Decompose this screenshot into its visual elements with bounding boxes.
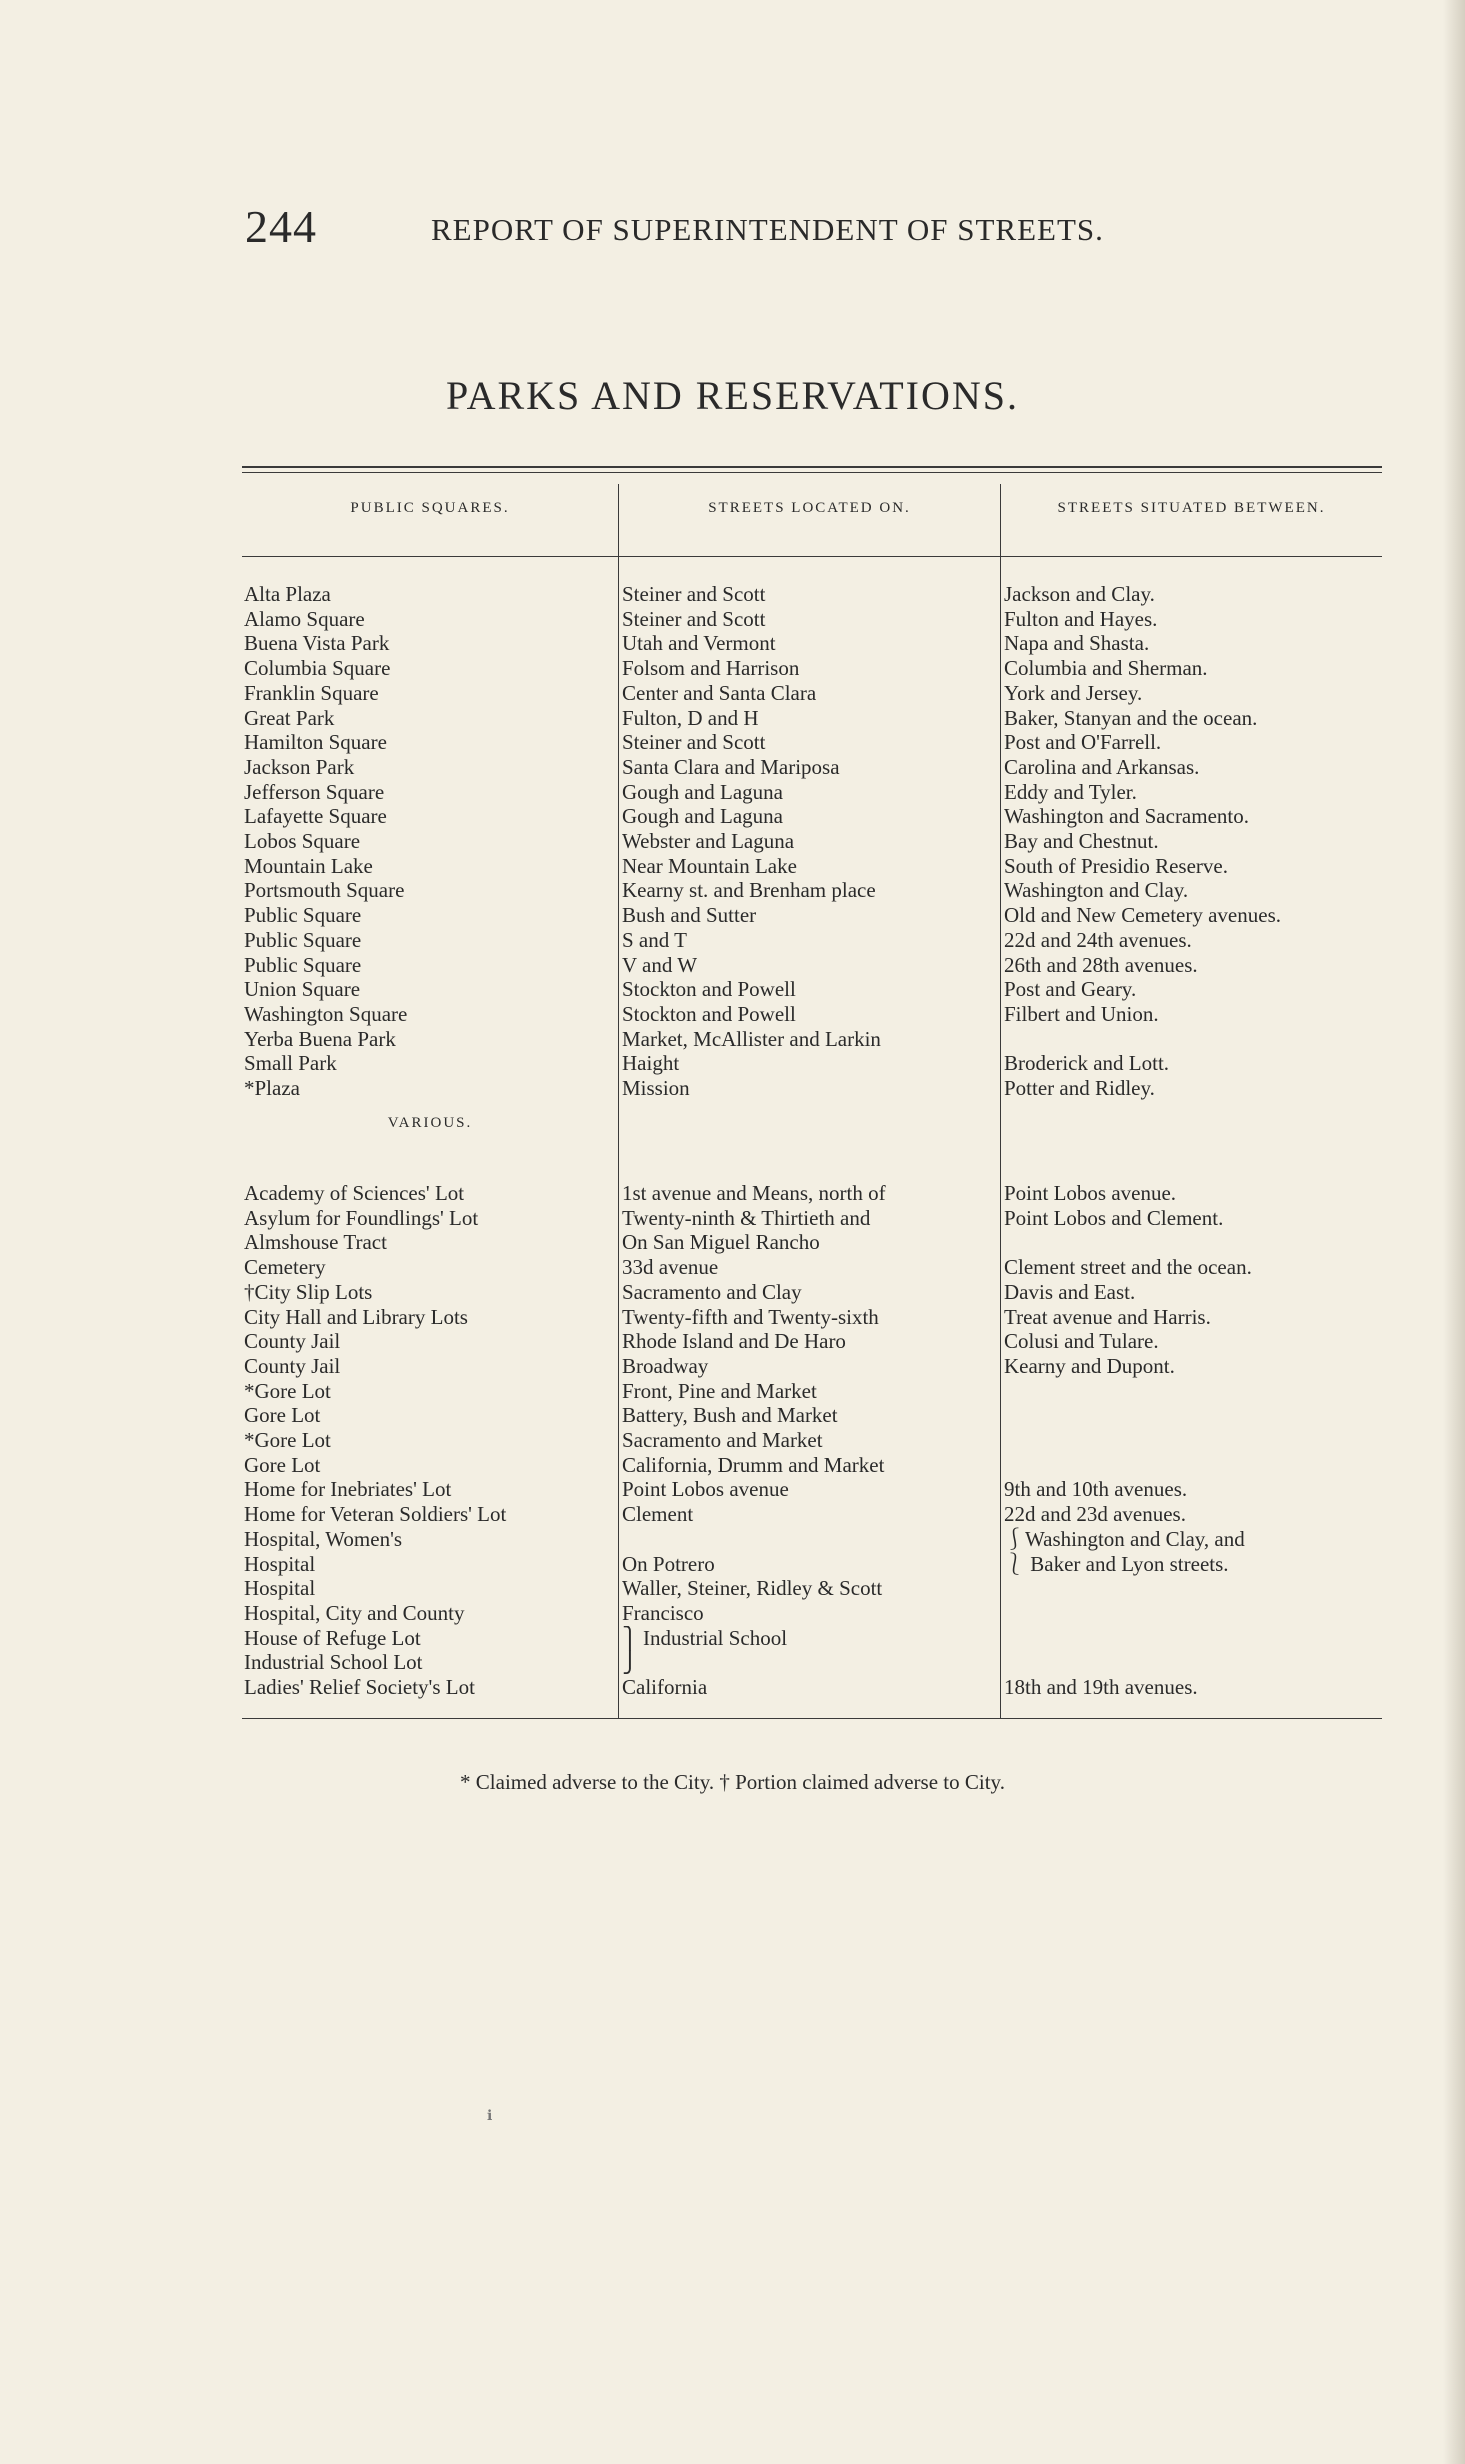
bottom-rule xyxy=(242,1718,1382,1719)
situated-between-cell: Potter and Ridley. xyxy=(1004,1076,1155,1100)
located-on-cell: Near Mountain Lake xyxy=(622,853,797,878)
table-row xyxy=(242,1428,1382,1453)
located-on-cell: S and T xyxy=(622,927,687,952)
table-row xyxy=(242,854,1382,879)
table-row xyxy=(242,1255,1382,1280)
top-rule-thin xyxy=(242,472,1382,473)
square-name-cell: Cemetery xyxy=(244,1255,326,1280)
square-name-cell: Gore Lot xyxy=(244,1452,321,1477)
square-name-cell: Public Square xyxy=(244,952,362,977)
square-name-cell: Portsmouth Square xyxy=(244,878,405,903)
situated-between-cell: Filbert and Union. xyxy=(1004,1001,1159,1026)
various-subheading: VARIOUS. xyxy=(387,1115,473,1131)
situated-between-cell: Post and Geary. xyxy=(1004,977,1137,1002)
located-on-cell: Bush and Sutter xyxy=(622,903,757,928)
square-name-cell: Academy of Sciences' Lot xyxy=(244,1181,465,1205)
table-row xyxy=(242,953,1382,978)
located-on-cell: 33d avenue xyxy=(622,1255,719,1280)
situated-between-cell: Post and O'Farrell. xyxy=(1004,730,1162,755)
running-title: REPORT OF SUPERINTENDENT OF STREETS. xyxy=(431,212,1104,247)
located-on-cell: Kearny st. and Brenham place xyxy=(622,878,876,903)
located-on-cell: Point Lobos avenue xyxy=(622,1477,789,1502)
square-name-cell: Hospital, Women's xyxy=(244,1526,403,1551)
situated-between-cell: Colusi and Tulare. xyxy=(1004,1329,1159,1354)
situated-between-cell: Washington and Sacramento. xyxy=(1004,804,1249,829)
table-row xyxy=(242,1453,1382,1478)
situated-between-cell: Columbia and Sherman. xyxy=(1004,656,1208,681)
situated-between-cell: Treat avenue and Harris. xyxy=(1004,1304,1211,1329)
square-name-cell: County Jail xyxy=(244,1353,341,1378)
situated-between-cell: York and Jersey. xyxy=(1004,680,1143,705)
top-rule-thick xyxy=(242,466,1382,468)
page-number: 244 xyxy=(245,201,317,252)
table-row xyxy=(242,755,1382,780)
square-name-cell: Public Square xyxy=(244,927,362,952)
located-on-cell: Broadway xyxy=(622,1353,709,1378)
table-row xyxy=(242,1650,1382,1675)
table-row xyxy=(242,631,1382,656)
located-on-cell: ⎫ Industrial School xyxy=(622,1625,788,1650)
table-row xyxy=(242,829,1382,854)
located-on-cell: Gough and Laguna xyxy=(622,804,783,829)
table-row xyxy=(242,1280,1382,1305)
square-name-cell: County Jail xyxy=(244,1329,341,1354)
square-name-cell: Hospital xyxy=(244,1576,316,1601)
column-header-public-squares: PUBLIC SQUARES. xyxy=(350,500,510,516)
square-name-cell: Hospital, City and County xyxy=(244,1600,465,1625)
located-on-cell: Twenty-fifth and Twenty-sixth xyxy=(622,1304,879,1329)
table-row xyxy=(242,1527,1382,1552)
situated-between-cell: Washington and Clay. xyxy=(1004,878,1189,903)
table-row xyxy=(242,1181,1382,1206)
section-title: PARKS AND RESERVATIONS. xyxy=(446,373,1019,418)
located-on-cell: Mission xyxy=(622,1076,690,1100)
table-row xyxy=(242,1002,1382,1027)
square-name-cell: *Gore Lot xyxy=(244,1428,331,1452)
table-row xyxy=(242,1076,1382,1101)
situated-between-cell: South of Presidio Reserve. xyxy=(1004,853,1228,878)
located-on-cell: Twenty-ninth & Thirtieth and xyxy=(622,1205,871,1230)
square-name-cell: Union Square xyxy=(244,977,361,1002)
located-on-cell: Francisco xyxy=(622,1600,704,1625)
located-on-cell: Gough and Laguna xyxy=(622,779,783,804)
located-on-cell: Steiner and Scott xyxy=(622,582,766,606)
column-header-streets-situated-between: STREETS SITUATED BETWEEN. xyxy=(1057,500,1326,516)
table-row xyxy=(242,878,1382,903)
situated-between-cell: Kearny and Dupont. xyxy=(1004,1353,1175,1378)
square-name-cell: †City Slip Lots xyxy=(244,1279,373,1304)
square-name-cell: Almshouse Tract xyxy=(244,1230,387,1255)
located-on-cell: Center and Santa Clara xyxy=(622,680,817,705)
square-name-cell: Home for Veteran Soldiers' Lot xyxy=(244,1502,507,1527)
square-name-cell: City Hall and Library Lots xyxy=(244,1304,468,1329)
located-on-cell: ⎭ xyxy=(622,1650,638,1675)
located-on-cell: Rhode Island and De Haro xyxy=(622,1329,846,1354)
square-name-cell: Great Park xyxy=(244,705,335,730)
located-on-cell: Sacramento and Clay xyxy=(622,1279,802,1304)
situated-between-cell: Fulton and Hayes. xyxy=(1004,606,1158,631)
square-name-cell: Asylum for Foundlings' Lot xyxy=(244,1205,479,1230)
situated-between-cell: Old and New Cemetery avenues. xyxy=(1004,903,1281,928)
situated-between-cell: Eddy and Tyler. xyxy=(1004,779,1137,804)
square-name-cell: Yerba Buena Park xyxy=(244,1026,396,1051)
situated-between-cell: Point Lobos and Clement. xyxy=(1004,1205,1224,1230)
situated-between-cell: Napa and Shasta. xyxy=(1004,631,1150,656)
table-row xyxy=(242,1552,1382,1577)
located-on-cell: Stockton and Powell xyxy=(622,977,796,1002)
table-row xyxy=(242,1576,1382,1601)
located-on-cell: Waller, Steiner, Ridley & Scott xyxy=(622,1576,883,1601)
square-name-cell: Alamo Square xyxy=(244,606,365,631)
table-row xyxy=(242,1329,1382,1354)
table-row xyxy=(242,730,1382,755)
table-row xyxy=(242,1379,1382,1404)
situated-between-cell: ⎰Washington and Clay, and xyxy=(1004,1526,1245,1551)
located-on-cell: Santa Clara and Mariposa xyxy=(622,754,840,779)
square-name-cell: Washington Square xyxy=(244,1001,408,1026)
located-on-cell: Stockton and Powell xyxy=(622,1001,796,1026)
square-name-cell: Buena Vista Park xyxy=(244,631,390,656)
page-header xyxy=(245,200,1205,260)
table-row xyxy=(242,780,1382,805)
table-row xyxy=(242,1354,1382,1379)
situated-between-cell: 26th and 28th avenues. xyxy=(1004,952,1198,977)
column-header-streets-located-on: STREETS LOCATED ON. xyxy=(708,500,911,516)
situated-between-cell: 22d and 24th avenues. xyxy=(1004,927,1192,952)
situated-between-cell: Bay and Chestnut. xyxy=(1004,829,1159,853)
located-on-cell: Webster and Laguna xyxy=(622,829,795,853)
square-name-cell: House of Refuge Lot xyxy=(244,1625,421,1650)
square-name-cell: Jackson Park xyxy=(244,754,355,779)
located-on-cell: V and W xyxy=(622,952,698,977)
table-row xyxy=(242,607,1382,632)
situated-between-cell: 9th and 10th avenues. xyxy=(1004,1477,1188,1502)
situated-between-cell: Clement street and the ocean. xyxy=(1004,1255,1252,1280)
square-name-cell: Industrial School Lot xyxy=(244,1650,423,1675)
table-row xyxy=(242,1230,1382,1255)
square-name-cell: Small Park xyxy=(244,1051,337,1076)
table-row xyxy=(242,1675,1382,1700)
table-row xyxy=(242,1206,1382,1231)
square-name-cell: Alta Plaza xyxy=(244,582,331,606)
located-on-cell: Clement xyxy=(622,1502,694,1527)
square-name-cell: Hospital xyxy=(244,1551,316,1576)
table-row xyxy=(242,1502,1382,1527)
situated-between-cell: Point Lobos avenue. xyxy=(1004,1181,1177,1205)
located-on-cell: California, Drumm and Market xyxy=(622,1452,885,1477)
table-row xyxy=(242,804,1382,829)
table-row xyxy=(242,1027,1382,1052)
located-on-cell: Market, McAllister and Larkin xyxy=(622,1026,881,1051)
square-name-cell: Home for Inebriates' Lot xyxy=(244,1477,452,1502)
located-on-cell: Utah and Vermont xyxy=(622,631,776,656)
situated-between-cell: Jackson and Clay. xyxy=(1004,582,1155,606)
square-name-cell: Lobos Square xyxy=(244,829,361,853)
located-on-cell: California xyxy=(622,1675,708,1699)
table-row xyxy=(242,1403,1382,1428)
header-rule xyxy=(242,556,1382,557)
table-row xyxy=(242,1051,1382,1076)
page-mark: ℹ xyxy=(487,2109,493,2124)
situated-between-cell: Baker, Stanyan and the ocean. xyxy=(1004,705,1258,730)
located-on-cell: Battery, Bush and Market xyxy=(622,1403,838,1428)
table-row xyxy=(242,903,1382,928)
table-row xyxy=(242,1626,1382,1651)
square-name-cell: *Plaza xyxy=(244,1076,300,1100)
square-name-cell: Jefferson Square xyxy=(244,779,385,804)
square-name-cell: Lafayette Square xyxy=(244,804,387,829)
located-on-cell: Folsom and Harrison xyxy=(622,656,800,681)
square-name-cell: Public Square xyxy=(244,903,362,928)
located-on-cell: Steiner and Scott xyxy=(622,606,766,631)
square-name-cell: Gore Lot xyxy=(244,1403,321,1428)
located-on-cell: Sacramento and Market xyxy=(622,1428,823,1452)
located-on-cell: Fulton, D and H xyxy=(622,705,759,730)
located-on-cell: Front, Pine and Market xyxy=(622,1378,817,1403)
square-name-cell: Hamilton Square xyxy=(244,730,387,755)
table-row xyxy=(242,656,1382,681)
square-name-cell: *Gore Lot xyxy=(244,1378,331,1403)
table-row xyxy=(242,681,1382,706)
situated-between-cell: Carolina and Arkansas. xyxy=(1004,754,1200,779)
footnote: * Claimed adverse to the City. † Portion claimed adverse to City. xyxy=(460,1770,1005,1794)
located-on-cell: On San Miguel Rancho xyxy=(622,1230,820,1255)
situated-between-cell: 22d and 23d avenues. xyxy=(1004,1502,1186,1527)
table-row xyxy=(242,1477,1382,1502)
table-row xyxy=(242,977,1382,1002)
square-name-cell: Mountain Lake xyxy=(244,853,373,878)
square-name-cell: Ladies' Relief Society's Lot xyxy=(244,1675,475,1699)
square-name-cell: Columbia Square xyxy=(244,656,391,681)
situated-between-cell: Broderick and Lott. xyxy=(1004,1051,1170,1076)
table-row xyxy=(242,1601,1382,1626)
page-edge-shadow xyxy=(1443,0,1465,2464)
located-on-cell: 1st avenue and Means, north of xyxy=(622,1181,886,1205)
situated-between-cell: Davis and East. xyxy=(1004,1279,1136,1304)
table-row xyxy=(242,582,1382,607)
located-on-cell: Steiner and Scott xyxy=(622,730,766,755)
square-name-cell: Franklin Square xyxy=(244,680,379,705)
table-row xyxy=(242,928,1382,953)
table-row xyxy=(242,1305,1382,1330)
situated-between-cell: 18th and 19th avenues. xyxy=(1004,1675,1198,1699)
table-row xyxy=(242,706,1382,731)
situated-between-cell: ⎱ Baker and Lyon streets. xyxy=(1004,1551,1229,1576)
located-on-cell: On Potrero xyxy=(622,1551,715,1576)
located-on-cell: Haight xyxy=(622,1051,680,1076)
